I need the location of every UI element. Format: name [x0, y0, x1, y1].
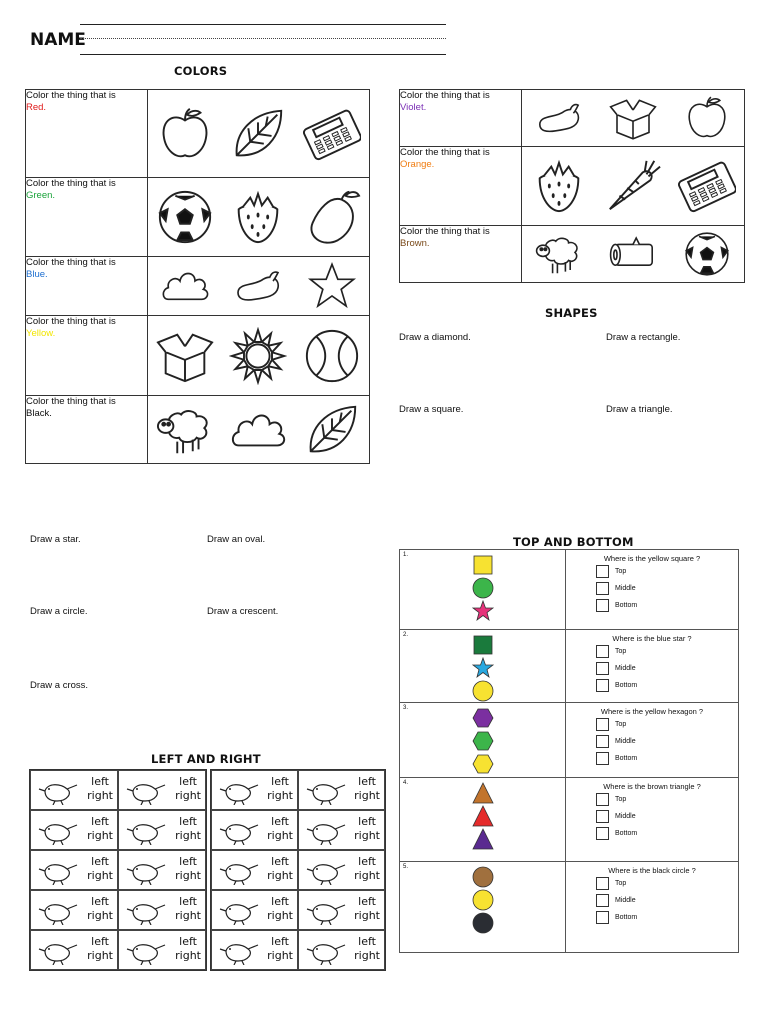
option-label: Top [615, 880, 627, 887]
color-prompt-text: Color the thing that is [400, 147, 490, 158]
shapes-prompt-rectangle: Draw a rectangle. [606, 332, 681, 343]
left-right-item[interactable] [211, 890, 298, 930]
box-icon [156, 327, 214, 385]
right-option[interactable]: right [175, 829, 201, 842]
left-right-item[interactable] [298, 850, 385, 890]
calculator-icon [678, 157, 736, 215]
triangle-shape [472, 805, 494, 827]
cloud-icon [160, 261, 210, 311]
answer-option-top[interactable] [596, 791, 738, 808]
soccer-ball-icon [683, 230, 731, 278]
right-option[interactable]: right [87, 949, 113, 962]
color-row [26, 90, 370, 178]
shape-stack [400, 630, 566, 703]
eggplant-icon [233, 261, 283, 311]
left-option[interactable]: left [358, 815, 376, 828]
left-option[interactable]: left [179, 895, 197, 908]
hummingbird-icon [125, 937, 171, 965]
left-option[interactable]: left [91, 935, 109, 948]
color-prompt [400, 226, 522, 283]
option-label: Bottom [615, 914, 638, 921]
name-field[interactable] [80, 38, 446, 39]
checkbox[interactable] [596, 827, 609, 840]
question-text: Where is the blue star ? [612, 634, 692, 643]
question-options [566, 550, 739, 630]
left-option[interactable]: left [271, 895, 289, 908]
checkbox[interactable] [596, 793, 609, 806]
question-options [566, 630, 739, 703]
draw-prompt-star: Draw a star. [30, 534, 81, 545]
left-option[interactable]: left [271, 775, 289, 788]
left-option[interactable]: left [179, 815, 197, 828]
checkbox[interactable] [596, 679, 609, 692]
swan-icon [37, 937, 83, 965]
left-option[interactable]: left [179, 935, 197, 948]
question-row [400, 630, 739, 703]
right-option[interactable]: right [354, 909, 380, 922]
left-right-item[interactable] [30, 850, 118, 890]
left-right-title: LEFT AND RIGHT [151, 752, 261, 766]
right-option[interactable]: right [267, 789, 293, 802]
circle-shape [472, 889, 494, 911]
small-fish-icon [218, 897, 264, 925]
answer-option-middle[interactable] [596, 733, 738, 750]
right-option[interactable]: right [87, 829, 113, 842]
option-label: Bottom [615, 602, 638, 609]
strawberry-icon [530, 157, 588, 215]
left-right-item[interactable] [118, 850, 206, 890]
answer-option-top[interactable] [596, 563, 738, 580]
right-option[interactable]: right [354, 789, 380, 802]
box-icon [609, 94, 657, 142]
hedgehog-icon [218, 857, 264, 885]
question-row [400, 550, 739, 630]
option-label: Middle [615, 738, 636, 745]
color-prompt [26, 257, 148, 316]
gull-icon [125, 897, 171, 925]
option-label: Middle [615, 585, 636, 592]
draw-prompt-circle: Draw a circle. [30, 606, 88, 617]
duck-icon [305, 937, 351, 965]
heron-icon [37, 897, 83, 925]
cloud-icon [229, 401, 287, 459]
hexagon-shape [472, 707, 494, 729]
checkbox[interactable] [596, 894, 609, 907]
left-option[interactable]: left [271, 935, 289, 948]
question-row [400, 703, 739, 778]
option-label: Bottom [615, 755, 638, 762]
triangle-shape [472, 782, 494, 804]
rabbit-icon [218, 937, 264, 965]
color-row [26, 316, 370, 396]
question-text: Where is the brown triangle ? [603, 782, 701, 791]
mango-icon [303, 188, 361, 246]
calculator-icon [303, 105, 361, 163]
cow-icon [305, 897, 351, 925]
sheep-icon [156, 401, 214, 459]
answer-option-middle[interactable] [596, 892, 738, 909]
color-prompt-text: Color the thing that is [26, 316, 116, 327]
circle-shape [472, 680, 494, 702]
question-options [566, 862, 739, 953]
option-label: Bottom [615, 830, 638, 837]
left-option[interactable]: left [358, 935, 376, 948]
left-right-item[interactable] [298, 770, 385, 810]
triangle-shape [472, 828, 494, 850]
right-option[interactable]: right [175, 909, 201, 922]
answer-option-middle[interactable] [596, 580, 738, 597]
color-pictures[interactable] [148, 178, 370, 257]
option-label: Top [615, 796, 627, 803]
answer-option-top[interactable] [596, 643, 738, 660]
left-option[interactable]: left [179, 775, 197, 788]
color-pictures[interactable] [148, 396, 370, 464]
bird-icon [125, 777, 171, 805]
color-name: Blue. [26, 269, 48, 280]
color-name: Red. [26, 102, 47, 113]
left-right-item[interactable] [30, 770, 118, 810]
question-number: 1. [403, 552, 409, 558]
color-row [26, 178, 370, 257]
frog-icon [218, 817, 264, 845]
sun-icon [229, 327, 287, 385]
strawberry-icon [229, 188, 287, 246]
star-icon [307, 261, 357, 311]
apple-icon [156, 105, 214, 163]
color-prompt-text: Color the thing that is [26, 396, 116, 407]
option-label: Top [615, 648, 627, 655]
left-right-item[interactable] [118, 930, 206, 970]
shape-stack [400, 862, 566, 953]
question-number: 2. [403, 632, 409, 638]
left-option[interactable]: left [91, 775, 109, 788]
question-number: 3. [403, 705, 409, 711]
option-label: Middle [615, 665, 636, 672]
left-right-item[interactable] [298, 890, 385, 930]
penguin-icon [125, 817, 171, 845]
left-option[interactable]: left [271, 815, 289, 828]
color-name: Orange. [400, 159, 435, 170]
hexagon-shape [472, 730, 494, 752]
square-shape [472, 634, 494, 656]
left-right-item[interactable] [30, 890, 118, 930]
mouse-icon [305, 817, 351, 845]
left-option[interactable]: left [271, 855, 289, 868]
color-prompt-text: Color the thing that is [26, 90, 116, 101]
color-pictures[interactable] [522, 226, 745, 283]
star-shape [472, 657, 494, 679]
right-option[interactable]: right [267, 829, 293, 842]
shape-stack [400, 550, 566, 630]
answer-option-bottom[interactable] [596, 750, 738, 767]
answer-option-middle[interactable] [596, 660, 738, 677]
checkbox[interactable] [596, 752, 609, 765]
option-label: Top [615, 721, 627, 728]
color-row [400, 90, 745, 147]
color-name: Brown. [400, 238, 430, 249]
top-bottom-table [399, 549, 739, 953]
answer-option-bottom[interactable] [596, 597, 738, 614]
color-prompt [400, 147, 522, 226]
draw-prompt-crescent: Draw a crescent. [207, 606, 279, 617]
right-option[interactable]: right [267, 909, 293, 922]
top-bottom-title: TOP AND BOTTOM [513, 535, 634, 549]
color-name: Green. [26, 190, 56, 201]
shapes-prompt-triangle: Draw a triangle. [606, 404, 673, 415]
checkbox[interactable] [596, 911, 609, 924]
option-label: Top [615, 568, 627, 575]
circle-shape [472, 866, 494, 888]
right-option[interactable]: right [267, 949, 293, 962]
left-option[interactable]: left [179, 855, 197, 868]
right-option[interactable]: right [87, 789, 113, 802]
color-pictures[interactable] [522, 147, 745, 226]
answer-option-bottom[interactable] [596, 825, 738, 842]
question-text: Where is the yellow hexagon ? [600, 707, 704, 716]
option-label: Middle [615, 897, 636, 904]
left-option[interactable]: left [358, 775, 376, 788]
left-option[interactable]: left [358, 895, 376, 908]
answer-option-top[interactable] [596, 716, 738, 733]
right-option[interactable]: right [354, 829, 380, 842]
left-right-panel-2 [210, 769, 386, 971]
question-row [400, 862, 739, 953]
answer-option-bottom[interactable] [596, 677, 738, 694]
color-name: Violet. [400, 102, 427, 113]
left-right-item[interactable] [211, 770, 298, 810]
shape-stack [400, 778, 566, 862]
draw-prompt-cross: Draw a cross. [30, 680, 89, 691]
answer-option-middle[interactable] [596, 808, 738, 825]
duck-icon [125, 857, 171, 885]
left-option[interactable]: left [91, 895, 109, 908]
left-option[interactable]: left [358, 855, 376, 868]
color-row [26, 396, 370, 464]
leaf-icon [229, 105, 287, 163]
right-option[interactable]: right [87, 869, 113, 882]
name-line-bottom [80, 54, 446, 55]
colors-table-left [25, 89, 370, 464]
circle-shape [472, 912, 494, 934]
color-pictures[interactable] [148, 316, 370, 396]
right-option[interactable]: right [354, 949, 380, 962]
left-right-item[interactable] [211, 810, 298, 850]
checkbox[interactable] [596, 599, 609, 612]
square-shape [472, 554, 494, 576]
checkbox[interactable] [596, 645, 609, 658]
eagle-icon [37, 857, 83, 885]
left-right-panel-1 [29, 769, 207, 971]
color-pictures[interactable] [148, 257, 370, 316]
left-right-item[interactable] [298, 810, 385, 850]
soccer-ball-icon [156, 188, 214, 246]
tennis-ball-icon [303, 327, 361, 385]
log-icon [609, 230, 657, 278]
shapes-title: SHAPES [545, 306, 598, 320]
color-name: Black. [26, 408, 52, 419]
question-text: Where is the yellow square ? [603, 554, 701, 563]
right-option[interactable]: right [267, 869, 293, 882]
hexagon-shape [472, 753, 494, 775]
bird-icon [37, 817, 83, 845]
name-line-top [80, 24, 446, 25]
checkbox[interactable] [596, 735, 609, 748]
color-prompt [26, 178, 148, 257]
color-prompt [26, 396, 148, 464]
checkbox[interactable] [596, 582, 609, 595]
checkbox[interactable] [596, 877, 609, 890]
color-prompt-text: Color the thing that is [400, 226, 490, 237]
right-option[interactable]: right [175, 949, 201, 962]
color-row [400, 147, 745, 226]
eggplant-icon [535, 94, 583, 142]
question-text: Where is the black circle ? [608, 866, 696, 875]
checkbox[interactable] [596, 662, 609, 675]
left-right-item[interactable] [118, 810, 206, 850]
leaf-icon [303, 401, 361, 459]
option-label: Bottom [615, 682, 638, 689]
color-prompt [400, 90, 522, 147]
shapes-prompt-diamond: Draw a diamond. [399, 332, 471, 343]
checkbox[interactable] [596, 810, 609, 823]
right-option[interactable]: right [175, 869, 201, 882]
option-label: Middle [615, 813, 636, 820]
right-option[interactable]: right [354, 869, 380, 882]
checkbox[interactable] [596, 565, 609, 578]
color-pictures[interactable] [522, 90, 745, 147]
left-right-item[interactable] [118, 770, 206, 810]
color-row [400, 226, 745, 283]
name-label: NAME [30, 30, 86, 50]
carrot-icon [604, 157, 662, 215]
answer-option-bottom[interactable] [596, 909, 738, 926]
pig-icon [218, 777, 264, 805]
sheep-icon [535, 230, 583, 278]
answer-option-top[interactable] [596, 875, 738, 892]
color-prompt-text: Color the thing that is [26, 178, 116, 189]
colors-title: COLORS [174, 64, 228, 78]
colors-table-right [399, 89, 745, 283]
circle-shape [472, 577, 494, 599]
color-prompt [26, 90, 148, 178]
color-row [26, 257, 370, 316]
left-option[interactable]: left [91, 855, 109, 868]
left-right-item[interactable] [211, 850, 298, 890]
color-prompt-text: Color the thing that is [26, 257, 116, 268]
right-option[interactable]: right [87, 909, 113, 922]
shapes-prompt-square: Draw a square. [399, 404, 464, 415]
checkbox[interactable] [596, 718, 609, 731]
right-option[interactable]: right [175, 789, 201, 802]
question-number: 4. [403, 780, 409, 786]
shape-stack [400, 703, 566, 778]
star-shape [472, 600, 494, 622]
color-prompt [26, 316, 148, 396]
mole-icon [305, 857, 351, 885]
left-option[interactable]: left [91, 815, 109, 828]
color-name: Yellow. [26, 328, 56, 339]
left-right-item[interactable] [118, 890, 206, 930]
question-options [566, 703, 739, 778]
color-pictures[interactable] [148, 90, 370, 178]
apple-icon [683, 94, 731, 142]
question-options [566, 778, 739, 862]
question-row [400, 778, 739, 862]
fish-icon [305, 777, 351, 805]
left-right-item[interactable] [30, 810, 118, 850]
left-right-item[interactable] [30, 930, 118, 970]
color-prompt-text: Color the thing that is [400, 90, 490, 101]
left-right-item[interactable] [211, 930, 298, 970]
draw-prompt-oval: Draw an oval. [207, 534, 266, 545]
question-number: 5. [403, 864, 409, 870]
bird-icon [37, 777, 83, 805]
left-right-item[interactable] [298, 930, 385, 970]
